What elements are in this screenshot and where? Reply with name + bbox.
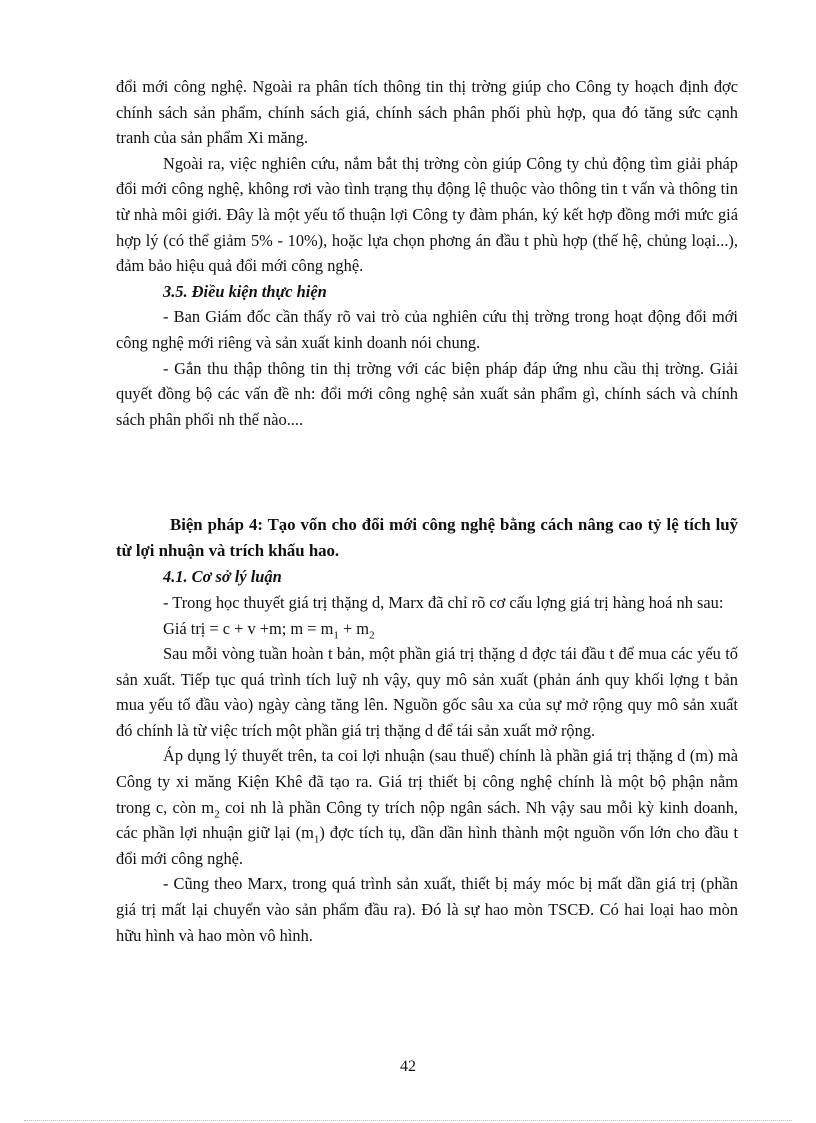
application-part-3: ) đợc tích tụ, dần dần hình thành một nguồn vốn lớn cho đầu t đổi mới công nghệ. <box>116 823 738 868</box>
paragraph-depreciation: - Cũng theo Marx, trong quá trình sản xuất, thiết bị máy móc bị mất dần giá trị (phần giá trị mất lại chuyển vào sản phẩm đầu ra). Đó là sự hao mòn TSCĐ. Có hai loại hao mòn hữu hình và hao mòn vô hình. <box>116 874 738 945</box>
page-bottom-divider <box>24 1120 792 1121</box>
paragraph-market-info: - Gắn thu thập thông tin thị trờng với các biện pháp đáp ứng nhu cầu thị trờng. Giải quyết đồng bộ các vấn đề nh: đổi mới công nghệ sản xuất sản phẩm gì, chính sách và chính sách phân phối nh thế nào.... <box>116 358 738 429</box>
application-part-1: Áp dụng lý thuyết trên, ta coi lợi nhuận (sau thuế) chính là phần giá trị thặng d (m) mà Công ty xi măng Kiện Khê đã tạo ra. Giá trị thiết bị công nghệ chính là một bộ phận nằm trong c, còn m <box>116 746 738 817</box>
paragraph-board-role: - Ban Giám đốc cần thấy rõ vai trò của nghiên cứu thị trờng trong hoạt động đổi mới công nghệ mới riêng và sản xuất kinh doanh nói chung. <box>116 307 738 352</box>
paragraph-marx-theory: - Trong học thuyết giá trị thặng d, Marx đã chỉ rõ cơ cấu lợng giá trị hàng hoá nh sau: <box>163 592 724 612</box>
paragraph-capital-cycle: Sau mỗi vòng tuần hoàn t bản, một phần giá trị thặng d đợc tái đầu t để mua các yếu tố sản xuất. Tiếp tục quá trình tích luỹ nh vậy, quy mô sản xuất (phản ánh quy khối lợng t bản mua yếu tố đầu vào) ngày càng tăng lên. Nguồn gốc sâu xa của sự mở rộng quy mô sản xuất đó chính là từ việc trích một phần giá trị thặng d để tái sản xuất mở rộng. <box>116 644 738 740</box>
paragraph-market-research: Ngoài ra, việc nghiên cứu, nắm bắt thị trờng còn giúp Công ty chủ động tìm giải pháp đổi mới công nghệ, không rơi vào tình trạng thụ động lệ thuộc vào thông tin t vấn và thông tin từ nhà môi giới. Đây là một yếu tố thuận lợi Công ty đàm phán, ký kết hợp đồng mới mức giá hợp lý (có thể giảm 5% - 10%), hoặc lựa chọn phơng án đầu t phù hợp (thế hệ, chủng loại...), đảm bảo hiệu quả đổi mới công nghệ. <box>116 153 738 276</box>
formula-sub-1: 1 <box>333 628 339 641</box>
paragraph-application <box>116 743 738 871</box>
formula-sub-2: 2 <box>369 628 375 641</box>
page-number: 42 <box>400 1058 416 1075</box>
document-page <box>116 74 738 948</box>
section-heading-4-1: 4.1. Cơ sở lý luận <box>163 567 282 587</box>
value-formula <box>116 616 738 642</box>
application-part-2: coi nh là phần Công ty trích nộp ngân sách. Nh vậy sau mỗi kỳ kinh doanh, các phần lợi nhuận giữ lại (m <box>116 797 738 843</box>
section-heading-3-5: 3.5. Điều kiện thực hiện <box>163 281 327 301</box>
section-gap <box>116 432 738 508</box>
formula-mid: + m <box>338 618 370 638</box>
formula-left: Giá trị = c + v +m; m = m <box>163 618 334 638</box>
paragraph-intro: đổi mới công nghệ. Ngoài ra phân tích thông tin thị trờng giúp cho Công ty hoạch định đợc chính sách sản phẩm, chính sách giá, chính sách phân phối phù hợp, qua đó tăng sức cạnh tranh của sản phẩm Xi măng. <box>116 77 738 148</box>
application-sub-2: 1 <box>313 833 320 846</box>
measure-4-heading: Biện pháp 4: Tạo vốn cho đổi mới công nghệ bằng cách nâng cao tỷ lệ tích luỹ từ lợi nhuận và trích khấu hao. <box>116 515 738 561</box>
application-sub-1: 2 <box>214 807 220 820</box>
